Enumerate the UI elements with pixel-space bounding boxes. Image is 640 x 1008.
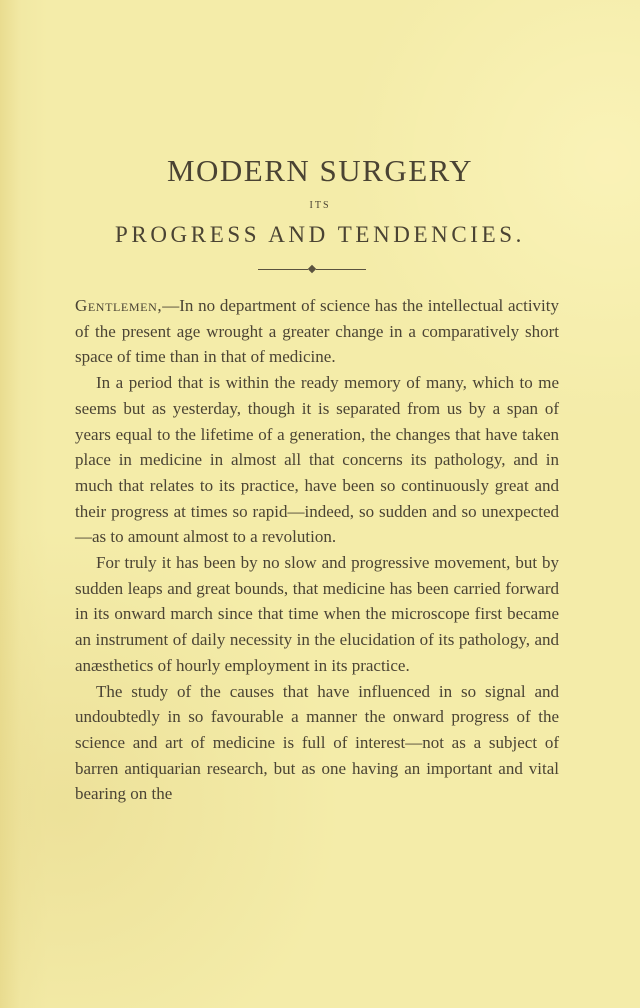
divider-line-left [258, 269, 308, 270]
page-title: MODERN SURGERY [166, 153, 474, 188]
paragraph-1 [75, 293, 559, 370]
section-divider-ornament [258, 265, 366, 275]
body-text [75, 293, 559, 807]
diamond-ornament-icon [308, 265, 316, 273]
paragraph-3: For truly it has been by no slow and progressive movement, but by sudden leaps and great bounds, that medicine has been carried forward in its onward march since that time when the microscope first became an instrument of daily necessity in the elucidation of its pathology, and anæsthetics of hourly employment in its practice. [75, 553, 559, 675]
title-connector: ITS [309, 200, 331, 211]
paragraph-4: The study of the causes that have influenced in so signal and undoubtedly in so favourable a manner the onward progress of the science and art of medicine is full of interest—not as a subject of barren antiquarian research, but as one having an important and vital bearing on the [75, 681, 559, 804]
paragraph-2: In a period that is within the ready memory of many, which to me seems but as yesterday, though it is separated from us by a span of years equal to the lifetime of a generation, the changes that have taken place in medicine in almost all that concerns its pathology, and in much that relates to its practice, have been so continuously great and their progress at times so rapid—indeed, so sudden and so unexpected—as to amount almost to a revolution. [75, 373, 559, 547]
divider-line-right [316, 269, 366, 270]
page-subtitle: PROGRESS AND TENDENCIES. [115, 222, 525, 247]
paragraph-1-text: —In no department of science has the intellectual activity of the present age wrought a greater change in a comparatively short space of time than in that of medicine. [75, 296, 559, 367]
salutation: Gentlemen, [75, 296, 163, 315]
